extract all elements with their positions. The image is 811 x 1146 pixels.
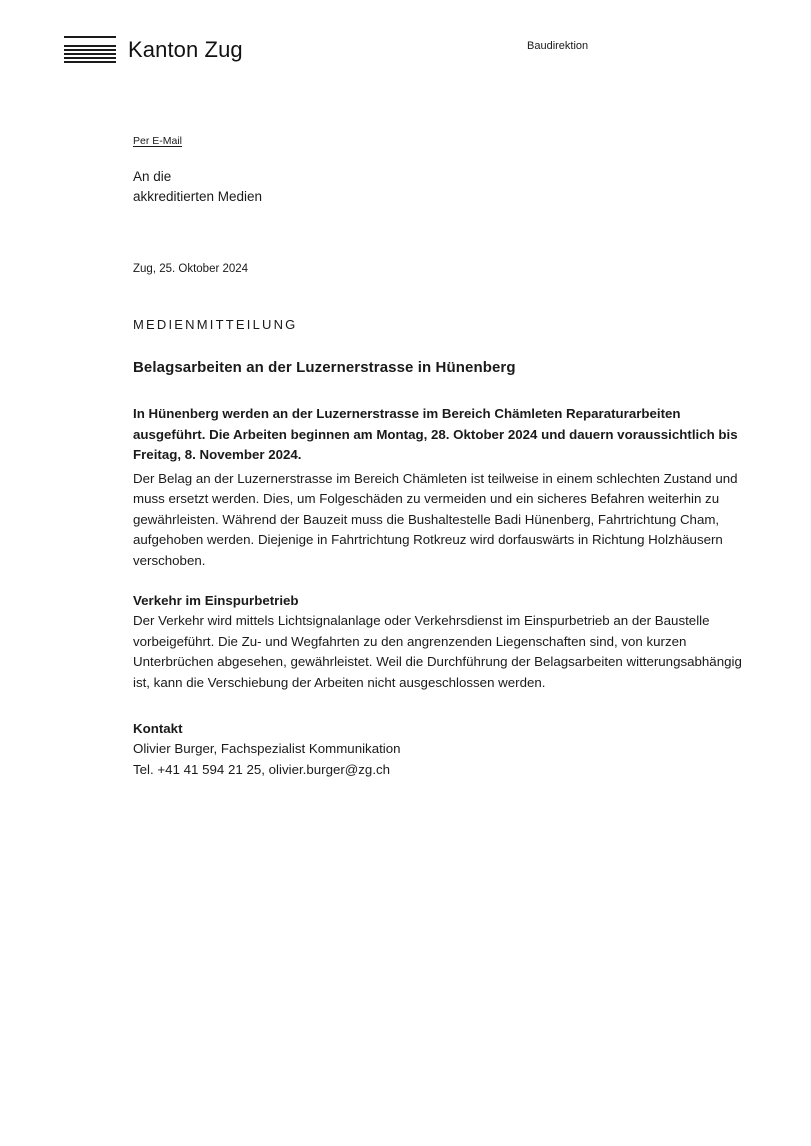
body-paragraph-1: Der Belag an der Luzernerstrasse im Bereich Chämleten ist teilweise in einem schlechten Zustand und muss ersetzt werden. Dies, um Folgeschäden zu vermeiden und ein sicheres Befahren weiterhin zu gewährleisten. Während der Bauzeit muss die Bushaltestelle Badi Hünenberg, Fahrtrichtung Cham, aufgehoben werden. Diejenige in Fahrtrichtung Rotkreuz wird dorfauswärts in Richtung Holzhäusern verschoben. <box>133 471 738 568</box>
delivery-note: Per E-Mail <box>133 135 183 147</box>
kanton-zug-bars-logo-icon <box>64 36 116 63</box>
contact-person: Olivier Burger, Fachspezialist Kommunikation <box>133 741 401 757</box>
brand-lockup <box>64 36 243 63</box>
letterhead <box>0 0 811 110</box>
contact-block <box>133 719 749 780</box>
recipient-line-1: An die <box>133 169 172 184</box>
logo-bar-3 <box>64 53 116 55</box>
logo-bar-2 <box>64 49 116 51</box>
logo-bar-4 <box>64 57 116 59</box>
page-title: Belagsarbeiten an der Luzernerstrasse in Hünenberg <box>133 359 516 377</box>
lead-paragraph: In Hünenberg werden an der Luzernerstrasse im Bereich Chämleten Reparaturarbeiten ausgeführt. Die Arbeiten beginnen am Montag, 28. Oktober 2024 und dauern voraussichtlich bis Freitag, 8. November 2024. <box>133 406 738 463</box>
body-flow <box>133 469 749 693</box>
contact-phone-email: Tel. +41 41 594 21 25, olivier.burger@zg.ch <box>133 761 391 777</box>
logo-bar-1 <box>64 45 116 47</box>
logo-bar-5 <box>64 61 116 63</box>
brand-name: Kanton Zug <box>128 36 243 62</box>
recipient-line-2: akkreditierten Medien <box>133 189 263 204</box>
department-label: Baudirektion <box>527 40 589 52</box>
document-type-kicker: MEDIENMITTEILUNG <box>133 317 298 332</box>
contact-heading: Kontakt <box>133 721 183 736</box>
body-paragraph-2: Der Verkehr wird mittels Lichtsignalanlage oder Verkehrsdienst im Einspurbetrieb an der Baustelle vorbeigeführt. Die Zu- und Wegfahrten zu den angrenzenden Liegenschaften sind, von kurzen Unterbrüchen abgesehen, gewährleistet. Weil die Durchführung der Belagsarbeiten witterungsabhängig ist, kann die Verschiebung der Arbeiten nicht ausgeschlossen werden. <box>133 613 742 690</box>
place-and-date: Zug, 25. Oktober 2024 <box>133 263 249 275</box>
logo-bar-top <box>64 36 116 38</box>
recipient-address <box>133 167 262 207</box>
section-heading-traffic: Verkehr im Einspurbetrieb <box>133 593 299 609</box>
